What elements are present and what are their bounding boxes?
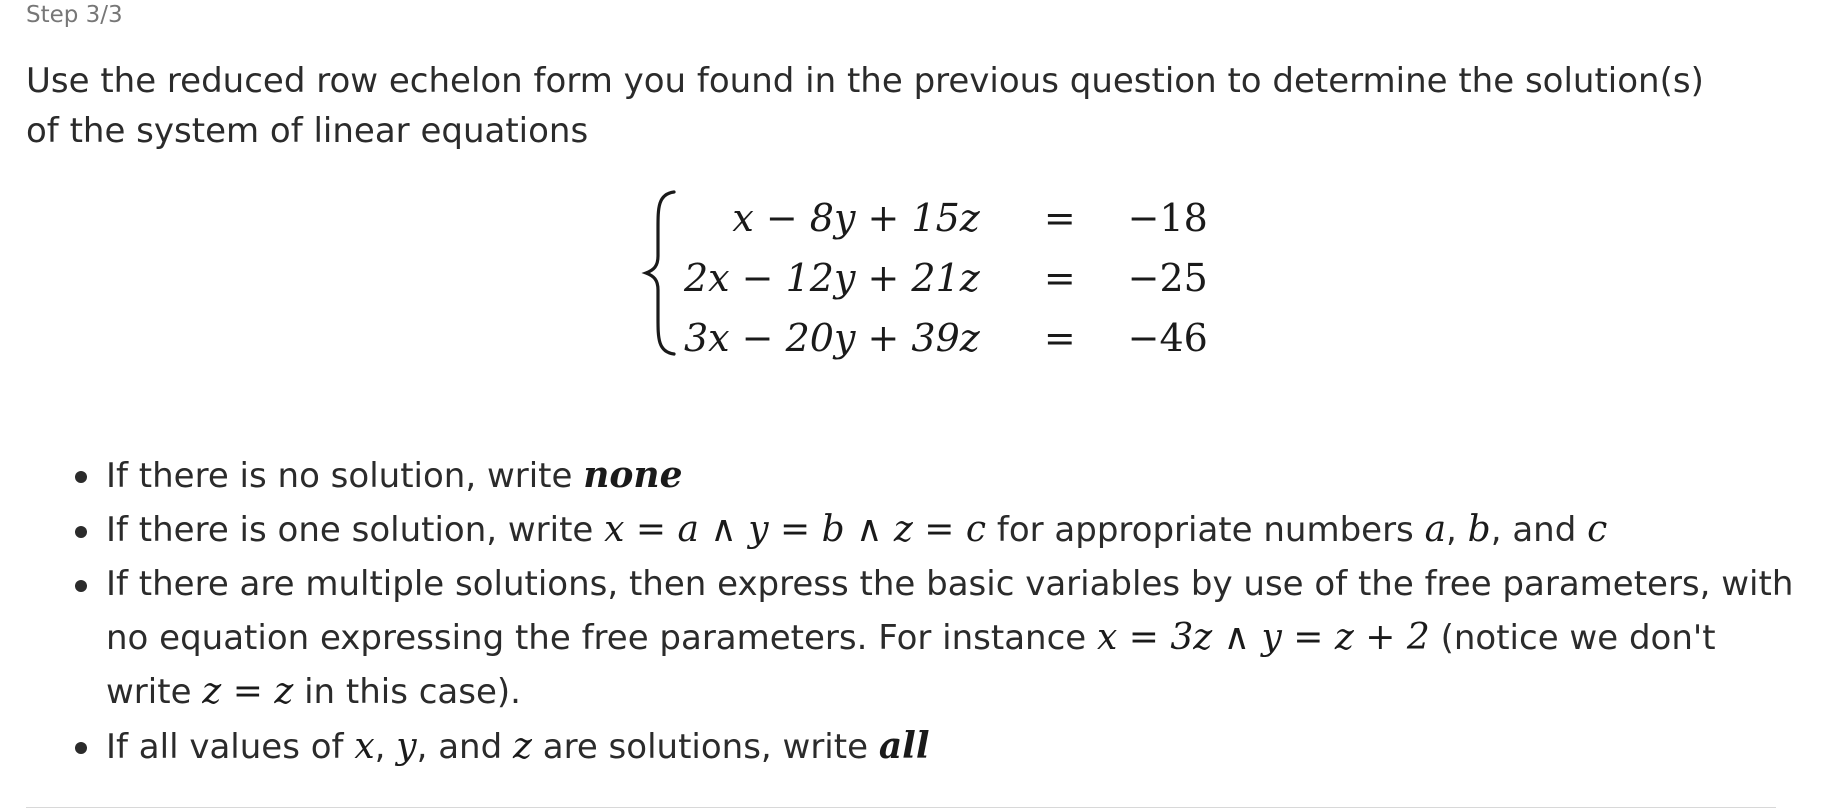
list-item-no-solution: [106, 448, 1796, 503]
math-var-b: b: [1467, 509, 1491, 550]
equation-lhs: x − 8y + 15z: [732, 196, 980, 240]
equation-row: [684, 188, 1208, 248]
equation-rhs: −18: [1127, 196, 1208, 240]
separator: , and: [1490, 510, 1588, 550]
item-text: If all values of: [106, 727, 355, 767]
math-expression: z = z: [202, 671, 294, 712]
item-text: are solutions, write: [531, 727, 879, 767]
separator: , and: [416, 727, 513, 767]
equation-rhs: −25: [1127, 256, 1208, 300]
item-text: in this case).: [293, 672, 521, 712]
equations-table: [684, 188, 1208, 368]
item-text: If there are multiple solutions, then express the basic variables by use of the free parameters, with no equation expressing the free parameters. For instance: [106, 564, 1794, 658]
item-text: (notice we don't write: [106, 618, 1716, 712]
divider: [26, 807, 1776, 808]
math-expression: x = a ∧ y = b ∧ z = c: [604, 509, 987, 550]
math-var-a: a: [1424, 509, 1447, 550]
separator: ,: [1446, 510, 1468, 550]
math-var-x: x: [354, 726, 375, 767]
separator: ,: [374, 727, 397, 767]
list-item-multiple-solutions: [106, 557, 1796, 719]
math-var-z: z: [512, 726, 532, 767]
equals-sign: =: [1043, 196, 1076, 240]
step-label: Step 3/3: [26, 2, 123, 28]
equation-lhs: 3x − 20y + 39z: [684, 316, 980, 360]
math-var-y: y: [396, 726, 417, 767]
math-expression: x = 3z ∧ y = z + 2: [1097, 617, 1430, 658]
list-item-one-solution: [106, 503, 1796, 557]
equals-sign: =: [1043, 256, 1076, 300]
keyword-all: all: [878, 725, 930, 767]
equation-row: [684, 248, 1208, 308]
instructions-list: [106, 448, 1796, 774]
left-brace: [640, 188, 680, 358]
keyword-none: none: [583, 454, 683, 496]
list-item-all-solutions: [106, 719, 1796, 774]
equation-rhs: −46: [1127, 316, 1208, 360]
equals-sign: =: [1043, 316, 1076, 360]
equation-lhs: 2x − 12y + 21z: [684, 256, 980, 300]
item-text: If there is one solution, write: [106, 510, 605, 550]
math-var-c: c: [1587, 509, 1608, 550]
equation-row: [684, 308, 1208, 368]
item-text: If there is no solution, write: [106, 456, 584, 496]
item-text: for appropriate numbers: [986, 510, 1425, 550]
question-text: Use the reduced row echelon form you found in the previous question to determine the solution(s) of the system of linear equations: [26, 61, 1704, 151]
